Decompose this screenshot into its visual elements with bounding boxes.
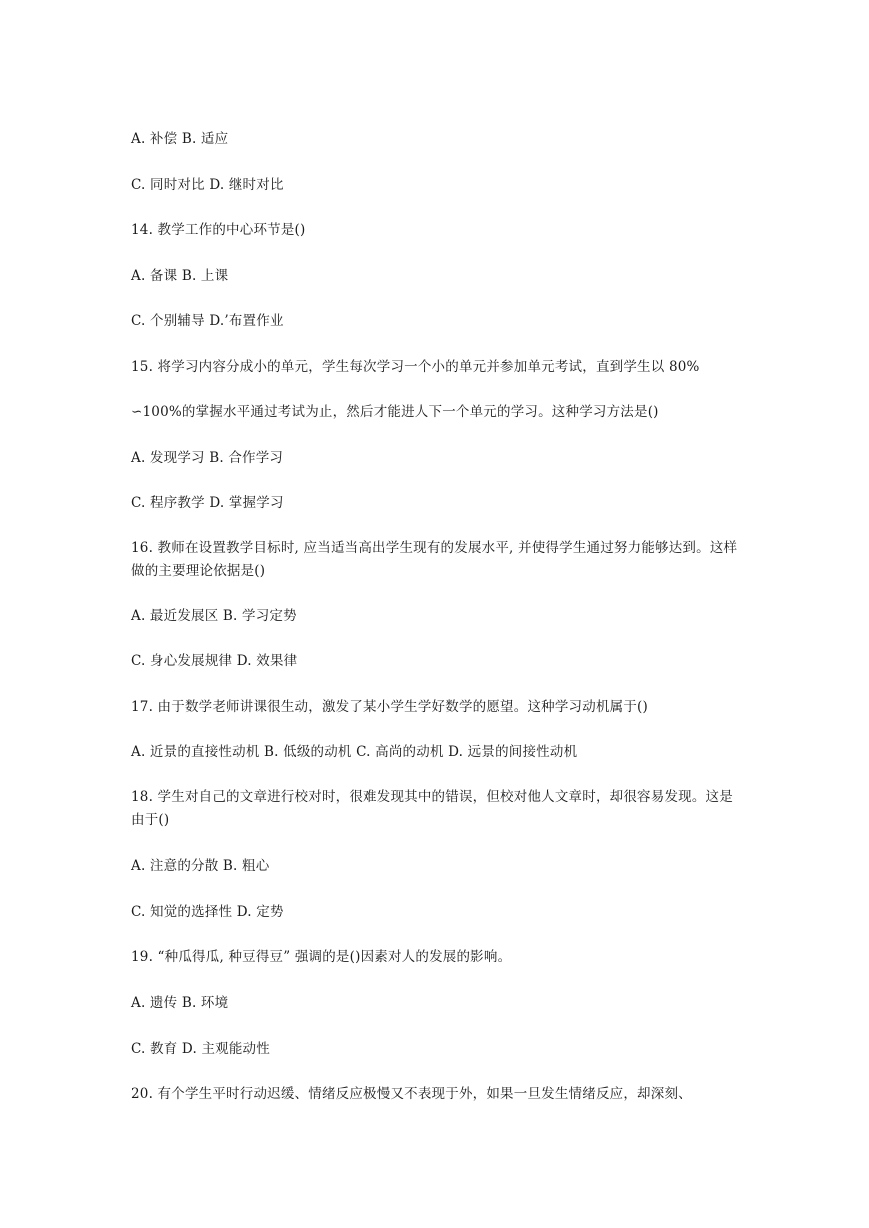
question-15-line-1: 15. 将学习内容分成小的单元，学生每次学习一个小的单元并参加单元考试，直到学生以 80% [131, 359, 700, 375]
option-line-13-ab: A. 补偿 B. 适应 [131, 131, 229, 147]
option-line-18-cd: C. 知觉的选择性 D. 定势 [131, 904, 284, 920]
question-19: 19. “种瓜得瓜, 种豆得豆” 强调的是()因素对人的发展的影响。 [131, 949, 512, 965]
option-line-16-cd: C. 身心发展规律 D. 效果律 [131, 653, 298, 669]
question-16: 16. 教师在设置教学目标时, 应当适当高出学生现有的发展水平, 并使得学生通过努力能够达到。这样做的主要理论依据是() [131, 540, 738, 579]
option-line-13-cd: C. 同时对比 D. 继时对比 [131, 177, 284, 193]
option-line-15-ab: A. 发现学习 B. 合作学习 [131, 450, 284, 466]
option-line-14-ab: A. 备课 B. 上课 [131, 268, 229, 284]
option-line-18-ab: A. 注意的分散 B. 粗心 [131, 858, 270, 874]
option-line-17: A. 近景的直接性动机 B. 低级的动机 C. 高尚的动机 D. 远景的间接性动机 [131, 744, 578, 760]
question-20: 20. 有个学生平时行动迟缓、情绪反应极慢又不表现于外，如果一旦发生情绪反应，却深刻、 [131, 1086, 692, 1102]
question-18: 18. 学生对自己的文章进行校对时，很难发现其中的错误，但校对他人文章时，却很容易发现。这是由于() [131, 789, 733, 828]
option-line-15-cd: C. 程序教学 D. 掌握学习 [131, 495, 284, 511]
option-line-14-cd: C. 个别辅导 D.’布置作业 [131, 313, 284, 329]
question-17: 17. 由于数学老师讲课很生动，激发了某小学生学好数学的愿望。这种学习动机属于() [131, 699, 648, 715]
question-14: 14. 教学工作的中心环节是() [131, 222, 306, 238]
option-line-19-ab: A. 遗传 B. 环境 [131, 995, 229, 1011]
option-line-19-cd: C. 教育 D. 主观能动性 [131, 1041, 270, 1057]
question-15-line-2: ∽100%的掌握水平通过考试为止，然后才能进人下一个单元的学习。这种学习方法是() [131, 404, 659, 420]
option-line-16-ab: A. 最近发展区 B. 学习定势 [131, 608, 297, 624]
